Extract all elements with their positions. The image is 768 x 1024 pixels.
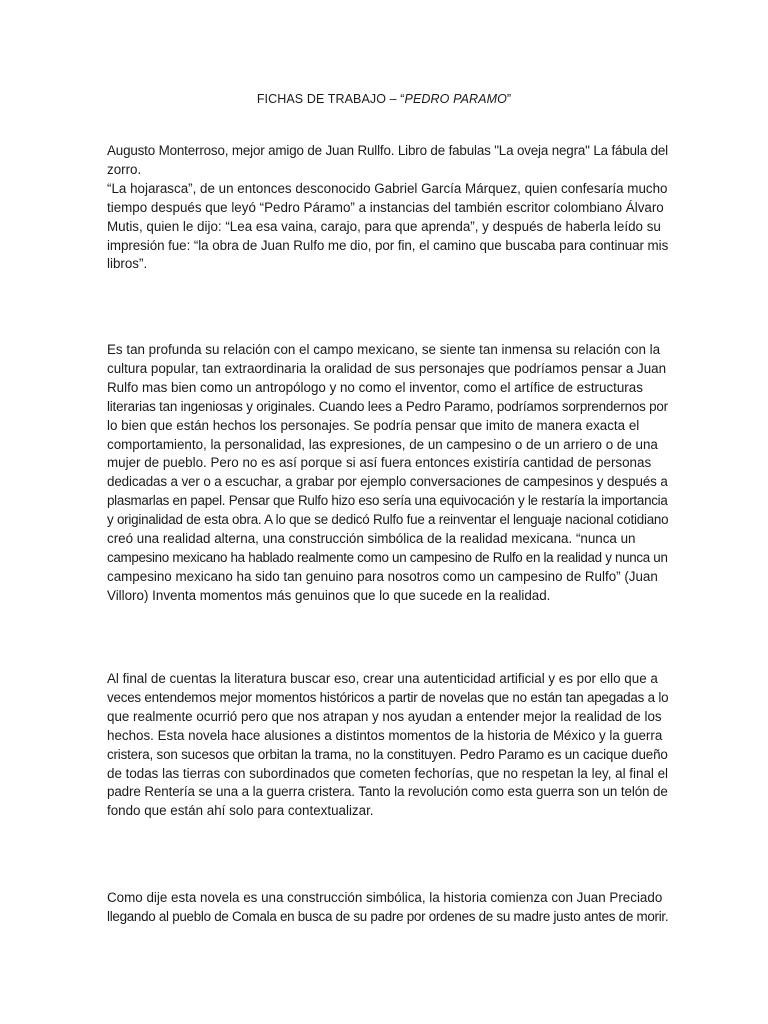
paragraph-line: de todas las tierras con subordinados que cometen fechorías, que no respetan la ley, al final el [107, 765, 669, 781]
paragraph-line: que realmente ocurrió pero que nos atrapan y nos ayudan a entender mejor la realidad de los [107, 708, 662, 724]
paragraph-line: Al final de cuentas la literatura buscar eso, crear una autenticidad artificial y es por ello que a [107, 671, 658, 686]
paragraph-line: dedicadas a ver o a escuchar, a grabar por ejemplo conversaciones de campesinos y después a [107, 474, 668, 490]
paragraph-line: veces entendemos mejor momentos históricos a partir de novelas que no están tan apegadas a lo [107, 689, 669, 705]
paragraph-line: mujer de pueblo. Pero no es así porque si así fuera entonces existiría cantidad de personas [107, 455, 652, 471]
paragraph-line: hechos. Esta novela hace alusiones a distintos momentos de la historia de México y la guerra [107, 727, 663, 743]
paragraph-line: fondo que están ahí solo para contextualizar. [107, 803, 374, 819]
paragraph-line: Rulfo mas bien como un antropólogo y no como el inventor, como el artífice de estructuras [107, 379, 643, 395]
paragraph-line: campesino mexicano ha hablado realmente como un campesino de Rulfo en la realidad y nunca un [107, 549, 668, 565]
document-title [0, 92, 768, 106]
paragraph-line: impresión fue: “la obra de Juan Rulfo me dio, por fin, el camino que buscaba para continuar mis [107, 237, 669, 253]
paragraph-1 [107, 142, 669, 274]
paragraph-line: cultura popular, tan extraordinaria la oralidad de sus personajes que podríamos pensar a Juan [107, 360, 667, 376]
paragraph-line: y originalidad de esta obra. A lo que se dedicó Rulfo fue a reinventar el lenguaje nacional cotidiano [107, 512, 669, 528]
title-italic: PEDRO PARAMO [404, 92, 507, 106]
paragraph-line: Augusto Monterroso, mejor amigo de Juan Rullfo. Libro de fabulas "La oveja negra" La fábula del [107, 143, 668, 158]
paragraph-line: libros”. [107, 256, 148, 272]
paragraph-line: “La hojarasca”, de un entonces desconocido Gabriel García Márquez, quien confesaría mucho [107, 180, 668, 196]
paragraph-line: padre Rentería se una a la guerra cristera. Tanto la revolución como esta guerra son un telón de [107, 784, 668, 800]
paragraph-line: tiempo después que leyó “Pedro Páramo” a instancias del también escritor colombiano Álvaro [107, 199, 664, 215]
paragraph-line: literarias tan ingeniosas y originales. Cuando lees a Pedro Paramo, podríamos sorprendernos por [107, 398, 668, 414]
paragraph-line: zorro. [107, 161, 142, 177]
paragraph-line: campesino mexicano ha sido tan genuino para nosotros como un campesino de Rulfo” (Juan [107, 568, 658, 584]
paragraph-line: creó una realidad alterna, una construcción simbólica de la realidad mexicana. “nunca un [107, 531, 636, 547]
paragraph-line: Como dije esta novela es una construcción simbólica, la historia comienza con Juan Preciado [107, 890, 663, 905]
title-suffix: ” [506, 92, 512, 106]
paragraph-line: Es tan profunda su relación con el campo mexicano, se siente tan inmensa su relación con la [107, 342, 661, 357]
paragraph-line: llegando al pueblo de Comala en busca de su padre por ordenes de su madre justo antes de morir. [107, 908, 669, 924]
paragraph-line: comportamiento, la personalidad, las expresiones, de un campesino o de un arriero o de una [107, 436, 658, 452]
paragraph-line: cristera, son sucesos que orbitan la trama, no la constituyen. Pedro Paramo es un cacique dueño [107, 746, 668, 762]
paragraph-line: lo bien que están hechos los personajes. Se podría pensar que imito de manera exacta el [107, 417, 640, 433]
paragraph-4 [107, 889, 669, 927]
paragraph-line: Villoro) Inventa momentos más genuinos que lo que sucede en la realidad. [107, 587, 551, 603]
paragraph-2 [107, 341, 669, 606]
paragraph-line: Mutis, quien le dijo: “Lea esa vaina, carajo, para que aprenda”, y después de haberla leído su [107, 218, 661, 234]
paragraph-3 [107, 670, 669, 821]
paragraph-line: plasmarlas en papel. Pensar que Rulfo hizo eso sería una equivocación y le restaría la importancia [107, 493, 668, 509]
title-prefix: FICHAS DE TRABAJO – “ [256, 92, 405, 106]
